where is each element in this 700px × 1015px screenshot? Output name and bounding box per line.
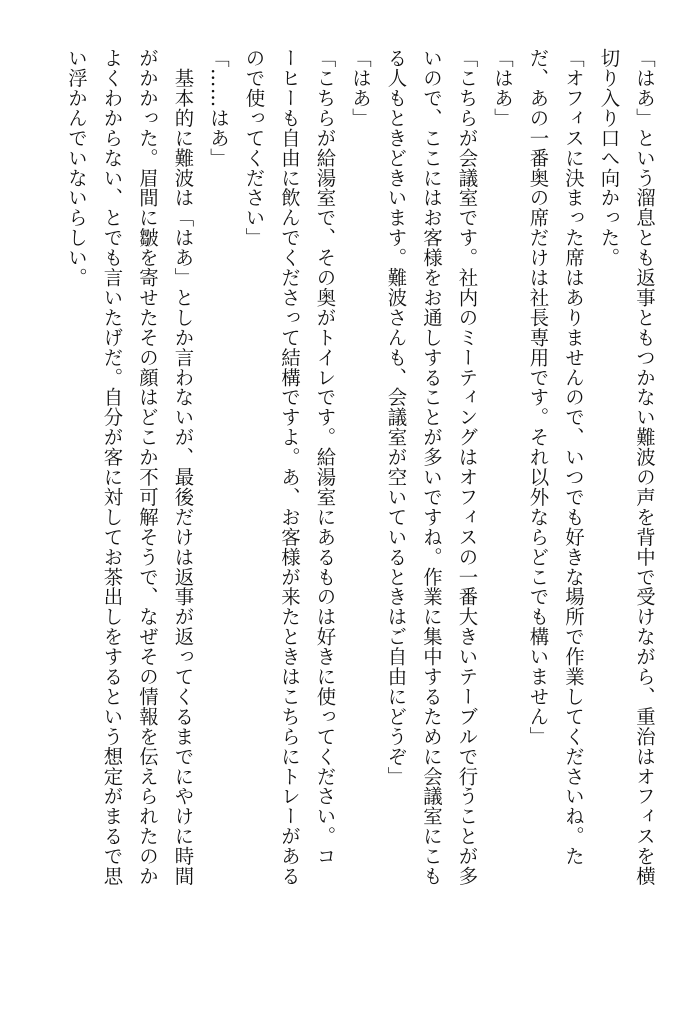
- text-line: いので、ここにはお客様をお通しすることが多いですね。作業に集中するために会議室にこも: [420, 48, 443, 886]
- text-line: 「オフィスに決まった席はありませんので、いつでも好きな場所で作業してくださいね。た: [562, 48, 585, 866]
- text-line: 「こちらが給湯室で、その奥がトイレです。給湯室にあるものは好きに使ってください。コ: [313, 48, 337, 866]
- text-line: 「はあ」: [491, 48, 514, 128]
- text-line: だ、あの一番奥の席だけは社長専用です。それ以外ならどこでも構いません」: [526, 48, 550, 747]
- text-line: 「……はあ」: [207, 48, 230, 168]
- text-line: 基本的に難波は「はあ」としか言わないが、最後だけは返事が返ってくるまでにやけに時間: [171, 48, 195, 886]
- text-line: がかかった。眉間に皺を寄せたその顔はどこか不可解そうで、なぜその情報を伝えられたのか: [136, 48, 159, 886]
- text-line: ので使ってください」: [242, 48, 266, 248]
- text-line: よくわからない、とでも言いたげだ。自分が客に対してお茶出しをするという想定がまるで思: [100, 48, 124, 886]
- vertical-text-body: [38, 48, 662, 968]
- text-line: る人もときどきいます。難波さんも、会議室が空いているときはご自由にどうぞ」: [384, 48, 408, 787]
- text-line: 「はあ」という溜息とも返事ともつかない難波の声を背中で受けながら、重治はオフィスを横: [633, 48, 656, 886]
- text-line: 切り入り口へ向かった。: [597, 48, 621, 268]
- text-line: 「はあ」: [349, 48, 372, 128]
- text-line: ーヒーも自由に飲んでくださって結構ですよ。あ、お客様が来たときはこちらにトレーがある: [278, 48, 301, 886]
- text-line: 「こちらが会議室です。社内のミーティングはオフィスの一番大きいテーブルで行うことが多: [455, 48, 479, 886]
- text-line: い浮かんでいないらしい。: [65, 48, 88, 288]
